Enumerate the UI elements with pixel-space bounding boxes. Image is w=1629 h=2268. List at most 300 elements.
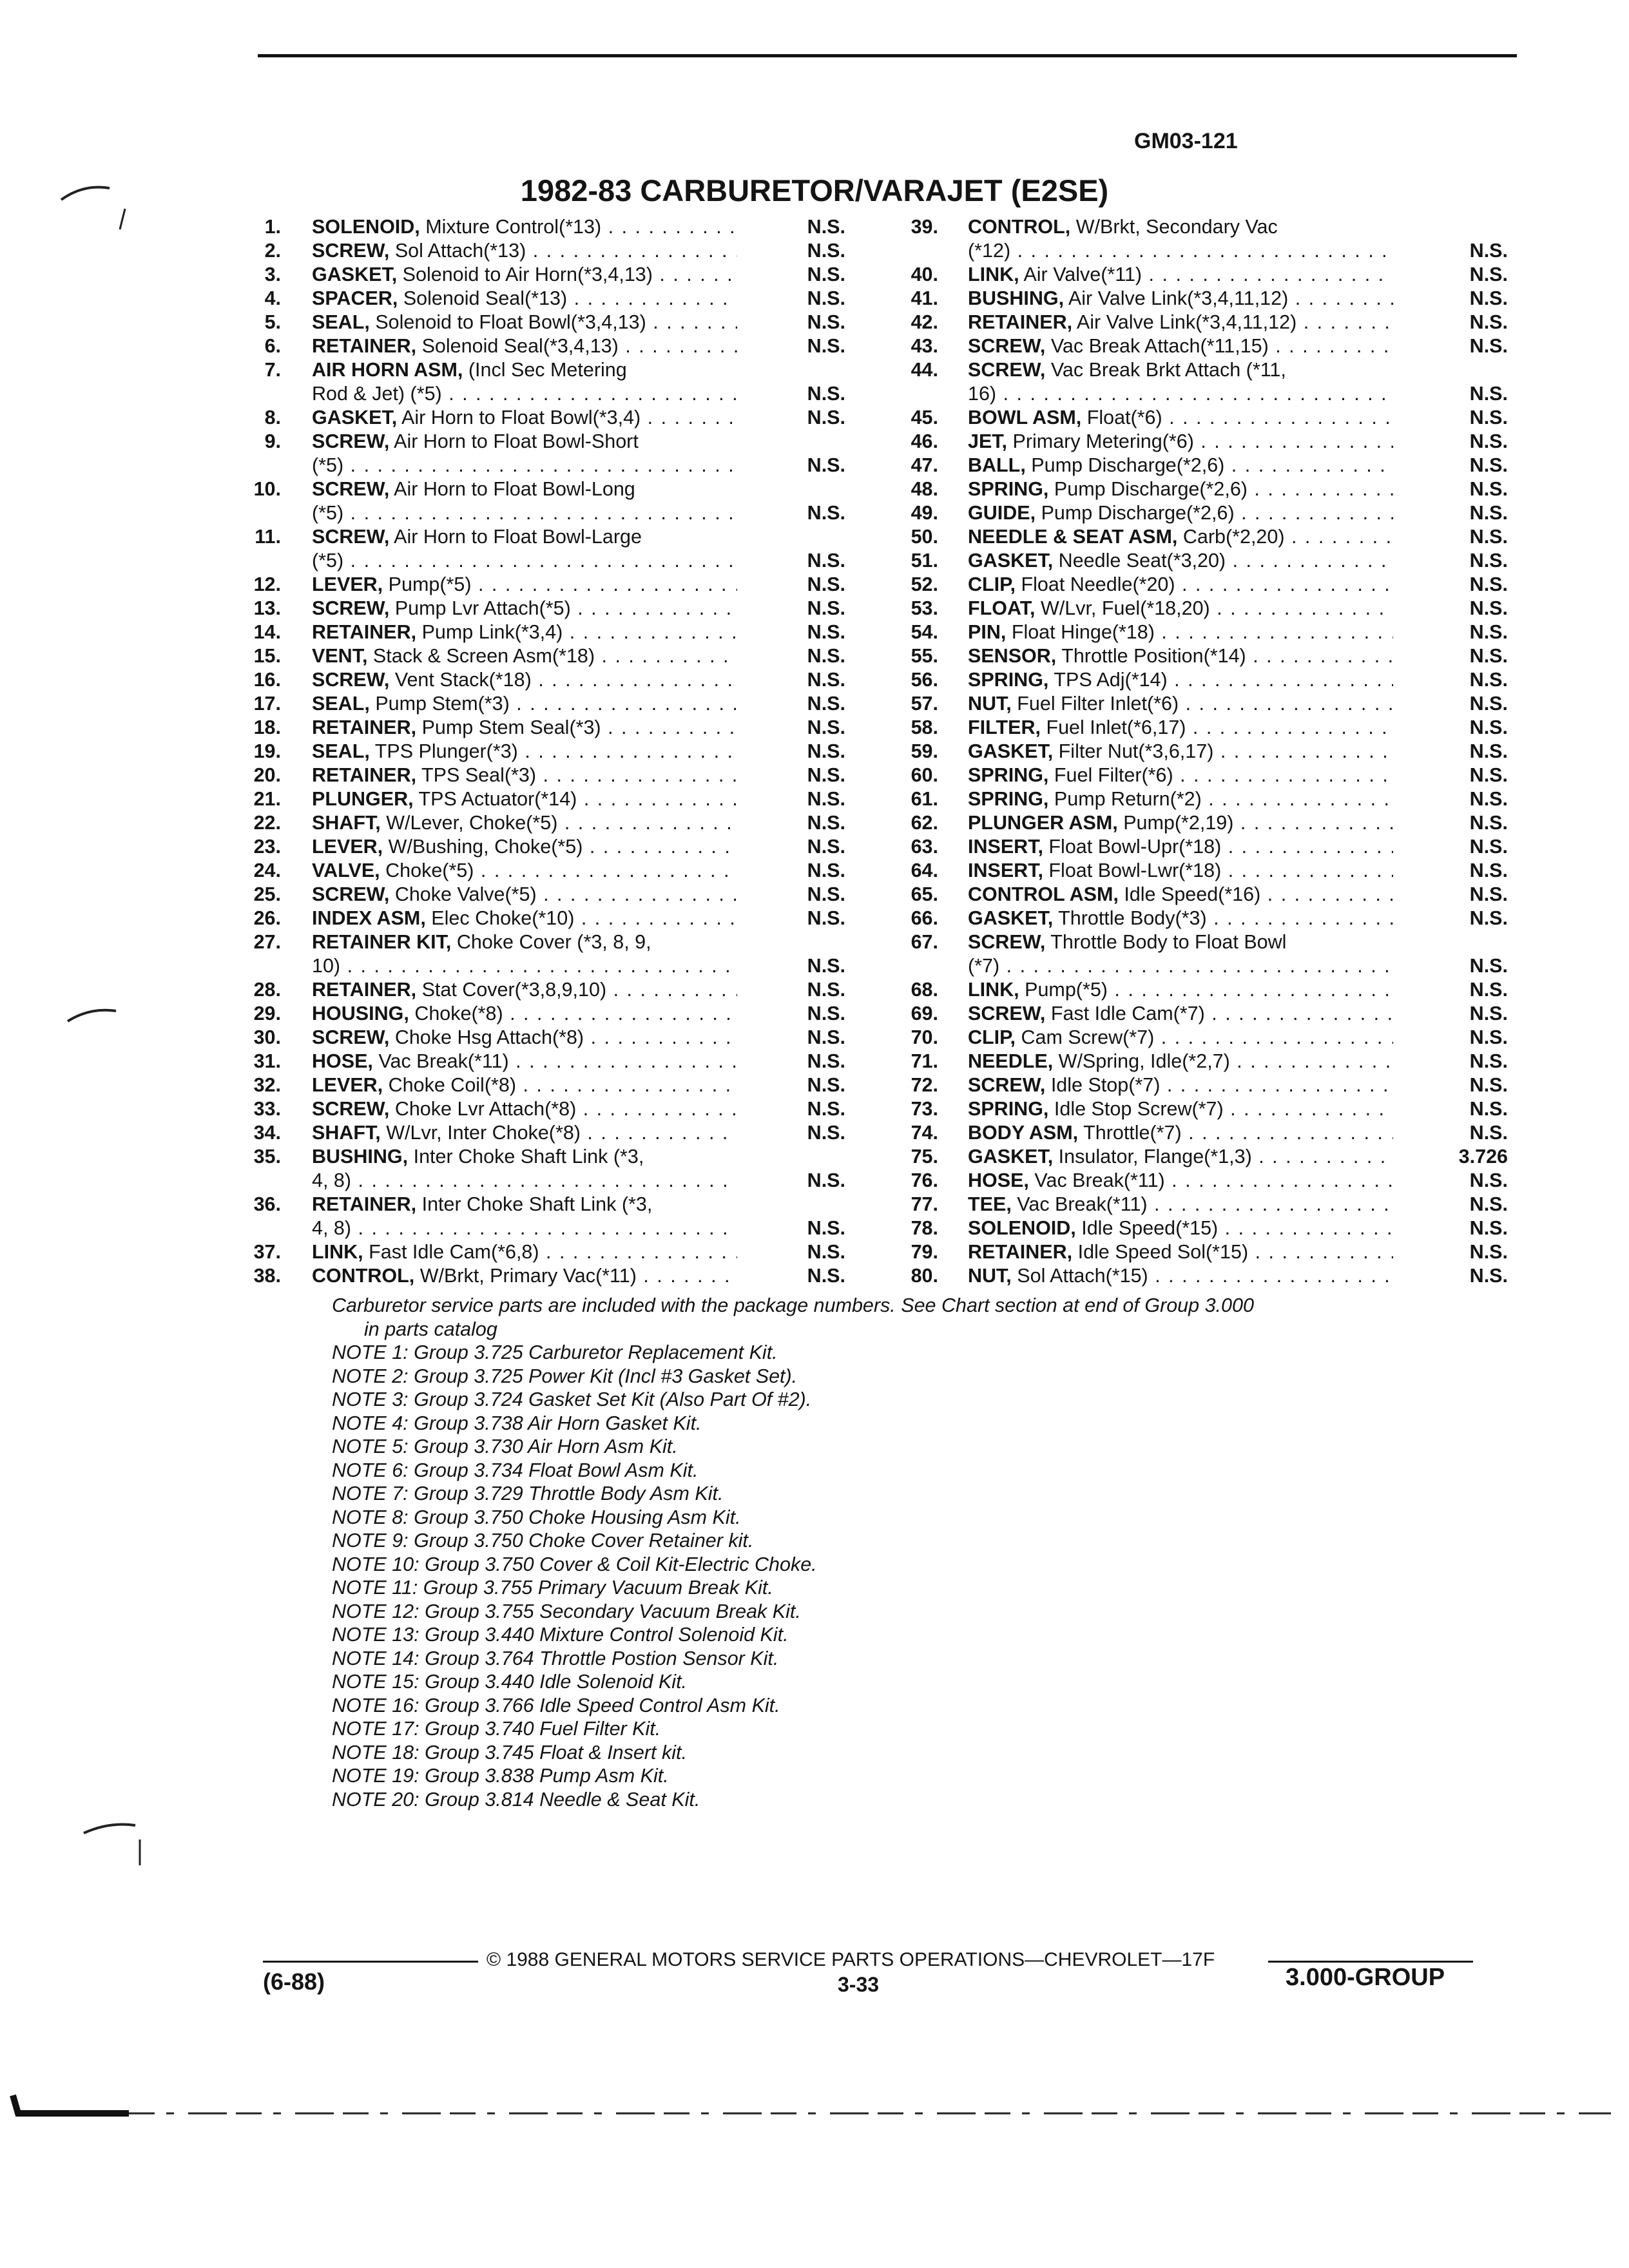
part-detail: Solenoid Seal(*13)	[403, 287, 568, 309]
note-item: NOTE 6: Group 3.734 Float Bowl Asm Kit.	[332, 1459, 699, 1481]
note-item: NOTE 18: Group 3.745 Float & Insert kit.	[332, 1741, 687, 1763]
part-name: GUIDE,	[968, 502, 1036, 524]
part-detail: Vac Break(*11)	[1017, 1193, 1148, 1215]
part-detail: Air Horn to Float Bowl(*3,4)	[401, 407, 641, 428]
part-description-line	[968, 1193, 1393, 1216]
part-number: 18.	[253, 716, 281, 738]
part-name: GASKET,	[968, 907, 1054, 929]
part-description-line	[968, 692, 1393, 716]
part-detail: W/Brkt, Secondary Vac	[1075, 216, 1278, 238]
part-group-number: N.S.	[1469, 693, 1508, 715]
part-description-line	[312, 644, 737, 668]
part-detail: Fast Idle Cam(*6,8)	[369, 1241, 539, 1263]
part-description-line	[312, 1026, 737, 1050]
part-group-number: N.S.	[1469, 311, 1508, 333]
part-description-line	[312, 716, 737, 740]
part-number: 74.	[911, 1122, 938, 1144]
part-group-number: N.S.	[1469, 907, 1508, 929]
part-description-line	[968, 477, 1393, 501]
part-description	[312, 597, 737, 620]
part-description	[312, 716, 737, 740]
part-detail: Cam Screw(*7)	[1021, 1026, 1155, 1048]
part-description	[312, 787, 737, 811]
part-number: 65.	[911, 883, 938, 905]
part-name: GASKET,	[968, 550, 1054, 572]
part-detail: W/Bushing, Choke(*5)	[388, 836, 583, 858]
part-description-line	[968, 525, 1393, 549]
part-detail: Solenoid to Float Bowl(*3,4,13)	[375, 311, 646, 333]
part-description-line	[968, 549, 1393, 573]
part-description-line	[968, 311, 1393, 334]
part-description-line	[968, 334, 1393, 358]
part-group-number: N.S.	[807, 1241, 845, 1263]
part-name: LEVER,	[312, 573, 383, 595]
part-detail: Choke Coil(*8)	[388, 1074, 516, 1096]
part-name: GASKET,	[312, 264, 398, 285]
part-description-line	[312, 883, 737, 907]
part-detail: (*5)	[312, 502, 344, 524]
part-detail: 4, 8)	[312, 1217, 352, 1239]
part-detail: Needle Seat(*3,20)	[1058, 550, 1226, 572]
part-detail: Choke Valve(*5)	[394, 883, 537, 905]
part-description	[968, 907, 1393, 930]
part-number: 37.	[253, 1241, 281, 1263]
part-name: TEE,	[968, 1193, 1012, 1215]
part-description-line	[968, 668, 1393, 692]
part-group-number: N.S.	[1469, 383, 1508, 405]
part-description-line	[312, 239, 737, 263]
part-group-number: N.S.	[807, 1050, 845, 1072]
part-group-number: N.S.	[807, 1026, 845, 1048]
part-description	[968, 597, 1393, 620]
part-name: RETAINER,	[312, 716, 417, 738]
part-description-line	[312, 859, 737, 883]
part-detail: 16)	[968, 383, 997, 405]
part-number: 30.	[253, 1026, 281, 1048]
part-description-line	[968, 620, 1393, 644]
part-group-number: N.S.	[1469, 1217, 1508, 1239]
part-group-number: N.S.	[1469, 287, 1508, 309]
part-group-number: N.S.	[1469, 1026, 1508, 1048]
part-name: BALL,	[968, 454, 1026, 476]
part-description	[312, 430, 737, 477]
part-group-number: N.S.	[807, 693, 845, 715]
part-detail: Choke Lvr Attach(*8)	[394, 1098, 577, 1120]
part-number: 13.	[253, 597, 281, 619]
part-name: INDEX ASM,	[312, 907, 426, 929]
part-number: 31.	[253, 1050, 281, 1072]
part-detail: (*5)	[312, 454, 344, 476]
part-description-line	[312, 787, 737, 811]
part-number: 4.	[264, 287, 281, 309]
part-number: 66.	[911, 907, 938, 929]
part-number: 80.	[911, 1265, 938, 1287]
part-description-line	[968, 764, 1393, 787]
part-group-number: N.S.	[1469, 335, 1508, 357]
part-group-number: N.S.	[807, 1003, 845, 1024]
part-description	[968, 549, 1393, 573]
part-number: 54.	[911, 621, 938, 643]
part-name: SPRING,	[968, 788, 1049, 810]
part-number: 76.	[911, 1169, 938, 1191]
part-group-number: N.S.	[807, 287, 845, 309]
part-detail: 10)	[312, 955, 341, 977]
part-description-line	[312, 978, 737, 1002]
part-description-line	[312, 430, 737, 454]
part-description-line	[968, 644, 1393, 668]
part-description	[968, 1264, 1393, 1288]
note-item: NOTE 5: Group 3.730 Air Horn Asm Kit.	[332, 1436, 678, 1457]
part-name: NEEDLE,	[968, 1050, 1054, 1072]
part-group-number: N.S.	[807, 669, 845, 691]
part-name: SEAL,	[312, 693, 370, 715]
part-name: SCREW,	[968, 1074, 1046, 1096]
part-description	[968, 358, 1393, 406]
note-item: NOTE 14: Group 3.764 Throttle Postion Sensor Kit.	[332, 1647, 779, 1669]
part-description-line	[312, 382, 737, 406]
part-detail: Pump(*2,19)	[1123, 812, 1234, 834]
part-group-number: N.S.	[1469, 836, 1508, 858]
notes-block	[332, 1294, 1254, 1811]
part-description	[312, 263, 737, 287]
part-number: 1.	[264, 216, 281, 238]
part-description	[968, 477, 1393, 501]
part-detail: TPS Adj(*14)	[1054, 669, 1168, 691]
part-description	[312, 1121, 737, 1145]
part-number: 41.	[911, 287, 938, 309]
top-rule	[258, 54, 1517, 57]
part-number: 36.	[253, 1193, 281, 1215]
part-group-number: N.S.	[1469, 883, 1508, 905]
part-name: NUT,	[968, 693, 1012, 715]
part-name: BOWL ASM,	[968, 407, 1082, 428]
part-description	[968, 215, 1393, 263]
part-description-line	[312, 1264, 737, 1288]
margin-mark	[58, 180, 116, 213]
part-number: 39.	[911, 216, 938, 238]
part-number: 61.	[911, 788, 938, 810]
part-detail: W/Lvr, Inter Choke(*8)	[386, 1122, 581, 1144]
part-description	[968, 573, 1393, 597]
part-description	[968, 978, 1393, 1002]
part-group-number: N.S.	[807, 955, 845, 977]
part-detail: Choke Cover (*3, 8, 9,	[456, 931, 651, 953]
part-name: SOLENOID,	[312, 216, 420, 238]
part-number: 16.	[253, 669, 281, 691]
part-description	[312, 668, 737, 692]
part-detail: Throttle Body(*3)	[1058, 907, 1207, 929]
part-name: SCREW,	[312, 240, 390, 262]
part-description-line	[312, 835, 737, 859]
part-group-number: N.S.	[1469, 1169, 1508, 1191]
part-description-line	[312, 1240, 737, 1264]
part-group-number: N.S.	[807, 1122, 845, 1144]
part-name: LINK,	[312, 1241, 363, 1263]
part-number: 3.	[264, 264, 281, 285]
part-description	[968, 525, 1393, 549]
part-number: 67.	[911, 931, 938, 953]
part-description-line	[312, 1169, 737, 1193]
part-name: HOSE,	[968, 1169, 1029, 1191]
part-description	[968, 430, 1393, 454]
part-detail: Carb(*2,20)	[1182, 526, 1285, 548]
part-name: SHAFT,	[312, 812, 381, 834]
part-detail: W/Brkt, Primary Vac(*11)	[419, 1265, 637, 1287]
part-detail: Elec Choke(*10)	[431, 907, 575, 929]
part-description	[312, 1097, 737, 1121]
part-detail: Air Horn to Float Bowl-Short	[394, 430, 639, 452]
part-number: 34.	[253, 1122, 281, 1144]
part-description-line	[968, 883, 1393, 907]
part-description	[312, 930, 737, 978]
part-detail: Air Horn to Float Bowl-Long	[394, 478, 635, 500]
part-group-number: N.S.	[1469, 955, 1508, 977]
part-name: SCREW,	[312, 1026, 390, 1048]
part-description-line	[312, 263, 737, 287]
part-description	[968, 1193, 1393, 1216]
revision-date: (6-88)	[263, 1968, 325, 1995]
part-name: HOSE,	[312, 1050, 373, 1072]
part-group-number: N.S.	[1469, 1003, 1508, 1024]
part-name: SPRING,	[968, 1098, 1049, 1120]
part-detail: Pump Discharge(*2,6)	[1031, 454, 1225, 476]
part-detail: Pump Return(*2)	[1054, 788, 1202, 810]
part-group-number: N.S.	[1469, 788, 1508, 810]
part-description-line	[968, 787, 1393, 811]
part-name: NUT,	[968, 1265, 1012, 1287]
part-description	[968, 835, 1393, 859]
notes-intro-line: in parts catalog	[364, 1318, 497, 1340]
part-group-number: N.S.	[1469, 1098, 1508, 1120]
part-name: RETAINER,	[312, 335, 417, 357]
part-number: 63.	[911, 836, 938, 858]
part-description	[312, 1050, 737, 1073]
part-detail: Pump Lvr Attach(*5)	[394, 597, 571, 619]
part-group-number: N.S.	[807, 1265, 845, 1287]
part-name: SCREW,	[312, 669, 390, 691]
part-number: 58.	[911, 716, 938, 738]
note-item: NOTE 7: Group 3.729 Throttle Body Asm Kit.	[332, 1483, 724, 1504]
part-description	[312, 311, 737, 334]
part-number: 43.	[911, 335, 938, 357]
part-number: 10.	[253, 478, 281, 500]
part-name: SPRING,	[968, 478, 1049, 500]
part-number: 42.	[911, 311, 938, 333]
part-group-number: N.S.	[1469, 1050, 1508, 1072]
part-number: 70.	[911, 1026, 938, 1048]
part-description-line	[312, 620, 737, 644]
part-description	[968, 501, 1393, 525]
part-detail: Throttle(*7)	[1083, 1122, 1182, 1144]
part-name: RETAINER,	[968, 1241, 1073, 1263]
part-description-line	[312, 668, 737, 692]
part-detail: Float Bowl-Upr(*18)	[1048, 836, 1222, 858]
part-description-line	[968, 1097, 1393, 1121]
part-group-number: N.S.	[1469, 597, 1508, 619]
part-description-line	[968, 859, 1393, 883]
part-number: 52.	[911, 573, 938, 595]
part-detail: Pump Stem Seal(*3)	[421, 716, 601, 738]
part-description-line	[312, 1050, 737, 1073]
part-detail: Stack & Screen Asm(*18)	[372, 645, 595, 667]
part-detail: (*7)	[968, 955, 1000, 977]
part-description-line	[312, 406, 737, 430]
part-group-number: N.S.	[1469, 573, 1508, 595]
part-description-line	[968, 573, 1393, 597]
part-detail: Pump Stem(*3)	[375, 693, 510, 715]
part-number: 50.	[911, 526, 938, 548]
part-description-line	[968, 406, 1393, 430]
part-name: PLUNGER ASM,	[968, 812, 1118, 834]
part-group-number: N.S.	[807, 860, 845, 881]
part-group-number: N.S.	[807, 1098, 845, 1120]
part-group-number: N.S.	[807, 788, 845, 810]
part-name: CONTROL ASM,	[968, 883, 1119, 905]
part-detail: Choke(*8)	[414, 1003, 503, 1024]
part-group-number: N.S.	[1469, 478, 1508, 500]
part-description-line	[312, 215, 737, 239]
part-description-line	[312, 549, 737, 573]
part-number: 77.	[911, 1193, 938, 1215]
part-description-line	[968, 811, 1393, 835]
part-group-number: N.S.	[1469, 621, 1508, 643]
part-description	[312, 287, 737, 311]
part-number: 27.	[253, 931, 281, 953]
part-description-line	[312, 597, 737, 620]
part-number: 14.	[253, 621, 281, 643]
part-detail: Idle Speed Sol(*15)	[1077, 1241, 1249, 1263]
part-number: 32.	[253, 1074, 281, 1096]
part-number: 59.	[911, 740, 938, 762]
part-description	[312, 406, 737, 430]
part-description	[312, 644, 737, 668]
part-number: 69.	[911, 1003, 938, 1024]
part-description-line	[312, 1193, 737, 1216]
part-group-number: N.S.	[807, 883, 845, 905]
part-group-number: N.S.	[807, 240, 845, 262]
part-description-line	[968, 1264, 1393, 1288]
part-detail: Sol Attach(*13)	[394, 240, 526, 262]
part-name: SPRING,	[968, 669, 1049, 691]
part-number: 44.	[911, 359, 938, 381]
part-group-number: N.S.	[807, 716, 845, 738]
part-number: 79.	[911, 1241, 938, 1263]
part-number: 48.	[911, 478, 938, 500]
part-description-line	[312, 954, 737, 978]
part-number: 11.	[255, 526, 281, 548]
part-description	[968, 1169, 1393, 1193]
part-group-number: N.S.	[807, 502, 845, 524]
part-description-line	[968, 1121, 1393, 1145]
part-detail: Filter Nut(*3,6,17)	[1058, 740, 1214, 762]
part-description	[312, 764, 737, 787]
part-description-line	[312, 1121, 737, 1145]
part-group-number: N.S.	[807, 907, 845, 929]
part-group-number: N.S.	[807, 407, 845, 428]
part-number: 8.	[264, 407, 281, 428]
part-name: SPRING,	[968, 764, 1049, 786]
part-detail: W/Spring, Idle(*2,7)	[1058, 1050, 1230, 1072]
part-name: SEAL,	[312, 311, 370, 333]
part-detail: W/Lvr, Fuel(*18,20)	[1040, 597, 1210, 619]
part-name: LEVER,	[312, 836, 383, 858]
part-description-line	[312, 454, 737, 477]
note-item: NOTE 17: Group 3.740 Fuel Filter Kit.	[332, 1718, 661, 1740]
part-number: 7.	[264, 359, 281, 381]
part-number: 26.	[253, 907, 281, 929]
part-description	[312, 358, 737, 406]
note-item: NOTE 8: Group 3.750 Choke Housing Asm Kit.	[332, 1506, 741, 1528]
note-item: NOTE 11: Group 3.755 Primary Vacuum Break Kit.	[332, 1577, 773, 1599]
part-name: SPACER,	[312, 287, 398, 309]
part-detail: Sol Attach(*15)	[1017, 1265, 1148, 1287]
part-description	[968, 311, 1393, 334]
part-group-number: N.S.	[807, 645, 845, 667]
part-description	[312, 811, 737, 835]
part-description	[312, 334, 737, 358]
part-description	[968, 787, 1393, 811]
part-description-line	[312, 358, 737, 382]
part-description-line	[968, 835, 1393, 859]
part-description-line	[968, 1026, 1393, 1050]
part-description-line	[312, 1002, 737, 1026]
part-group-number: N.S.	[1469, 550, 1508, 572]
part-description-line	[968, 1073, 1393, 1097]
part-detail: Primary Metering(*6)	[1012, 430, 1194, 452]
part-detail: Pump Discharge(*2,6)	[1041, 502, 1235, 524]
part-detail: Solenoid to Air Horn(*3,4,13)	[402, 264, 653, 285]
part-group-number: N.S.	[807, 597, 845, 619]
margin-mark	[116, 206, 129, 232]
part-description-line	[968, 1240, 1393, 1264]
part-group-number: N.S.	[1469, 812, 1508, 834]
part-description	[968, 1026, 1393, 1050]
part-detail: Fuel Filter(*6)	[1054, 764, 1173, 786]
part-name: VENT,	[312, 645, 368, 667]
part-name: GASKET,	[968, 1146, 1054, 1168]
part-detail: Air Valve Link(*3,4,11,12)	[1068, 287, 1289, 309]
part-detail: Rod & Jet) (*5)	[312, 383, 442, 405]
part-description	[312, 978, 737, 1002]
part-number: 51.	[911, 550, 938, 572]
part-description-line	[312, 930, 737, 954]
part-description	[312, 907, 737, 930]
part-group-number: N.S.	[807, 836, 845, 858]
part-description	[312, 620, 737, 644]
part-name: SENSOR,	[968, 645, 1057, 667]
part-detail: TPS Actuator(*14)	[418, 788, 577, 810]
part-group-number: N.S.	[1469, 240, 1508, 262]
part-description-line	[312, 1097, 737, 1121]
part-name: FILTER,	[968, 716, 1041, 738]
part-group-number: N.S.	[1469, 979, 1508, 1001]
part-description	[968, 1073, 1393, 1097]
part-description	[312, 1002, 737, 1026]
part-detail: Air Horn to Float Bowl-Large	[394, 526, 642, 548]
group-number: 3.000-GROUP	[1286, 1964, 1445, 1991]
part-description-line	[312, 311, 737, 334]
part-description	[312, 1264, 737, 1288]
part-name: BUSHING,	[968, 287, 1065, 309]
part-detail: Fast Idle Cam(*7)	[1050, 1003, 1205, 1024]
part-number: 55.	[911, 645, 938, 667]
part-name: SCREW,	[312, 430, 390, 452]
part-number: 53.	[911, 597, 938, 619]
part-description-line	[968, 430, 1393, 454]
part-number: 47.	[911, 454, 938, 476]
part-description	[968, 644, 1393, 668]
part-number: 60.	[911, 764, 938, 786]
